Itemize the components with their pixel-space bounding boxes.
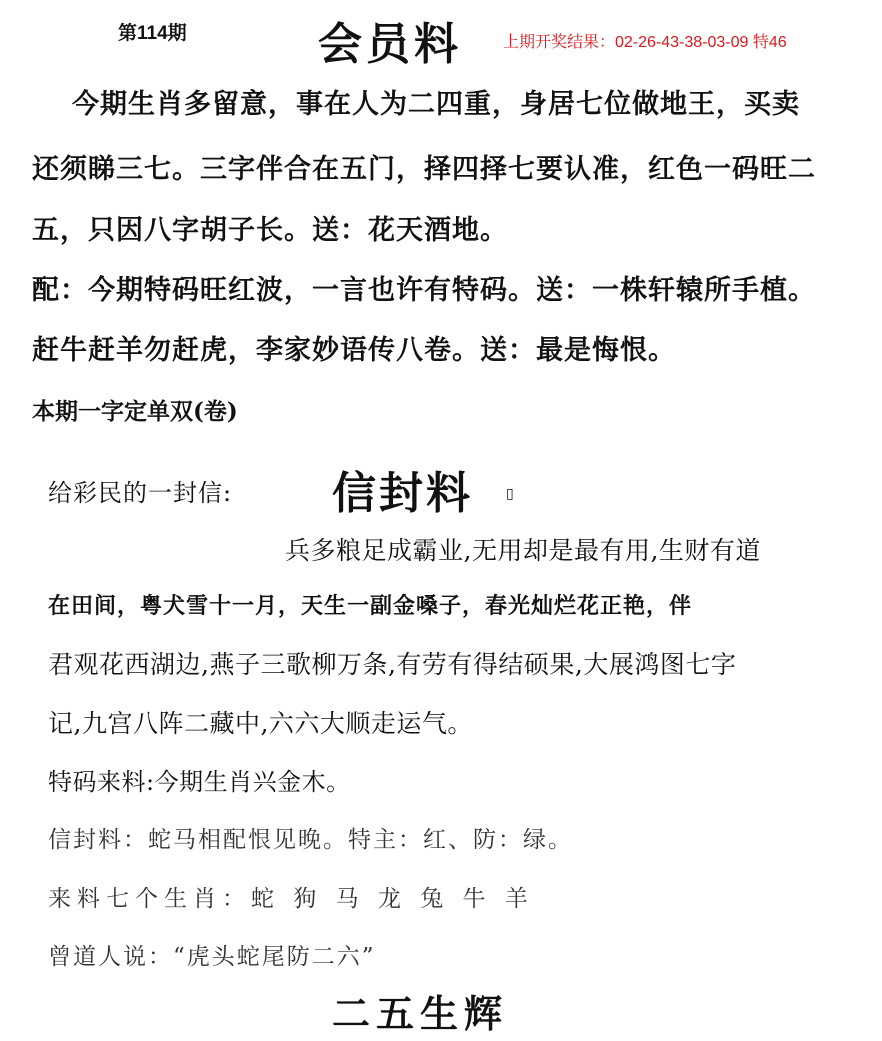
footer-title: 二五生辉 <box>332 991 509 1036</box>
member-line-4: 配：今期特码旺红波，一言也许有特码。送：一株轩辕所手植。 <box>32 275 816 306</box>
letter-body-3: 君观花西湖边,燕子三歌柳万条,有劳有得结硕果,大展鸿图七字 <box>48 650 737 679</box>
member-line-2: 还须睇三七。三字伴合在五门，择四择七要认准，红色一码旺二 <box>32 154 816 185</box>
member-line-5: 赶牛赶羊勿赶虎，李家妙语传八卷。送：最是悔恨。 <box>32 335 676 366</box>
tema-line: 特码来料:今期生肖兴金木。 <box>48 768 351 796</box>
xinfeng-line: 信封料：蛇马相配恨见晚。特主：红、防：绿。 <box>48 827 573 853</box>
member-line-1: 今期生肖多留意，事在人为二四重，身居七位做地王，买卖 <box>72 89 800 120</box>
issue-number: 第114期 <box>118 23 187 44</box>
saying-line: 曾道人说：“虎头蛇尾防二六” <box>48 944 376 970</box>
last-result: 上期开奖结果：02-26-43-38-03-09 特46 <box>503 34 787 51</box>
page-title: 会员料 <box>318 19 462 70</box>
letter-mark: ▯ <box>506 486 514 502</box>
letter-body-2: 在田间，粤犬雪十一月，天生一副金嗓子，春光灿烂花正艳，伴 <box>48 593 693 619</box>
letter-body-1: 兵多粮足成霸业,无用却是最有用,生财有道 <box>285 536 761 565</box>
seven-zodiac-line: 来料七个生肖：蛇 狗 马 龙 兔 牛 羊 <box>48 886 534 912</box>
letter-title: 信封料 <box>332 468 473 519</box>
letter-greeting: 给彩民的一封信: <box>48 479 233 507</box>
member-line-6: 本期一字定单双(卷) <box>32 398 238 425</box>
letter-body-4: 记,九宫八阵二藏中,六六大顺走运气。 <box>48 709 473 738</box>
member-line-3: 五，只因八字胡子长。送：花天酒地。 <box>32 215 508 246</box>
